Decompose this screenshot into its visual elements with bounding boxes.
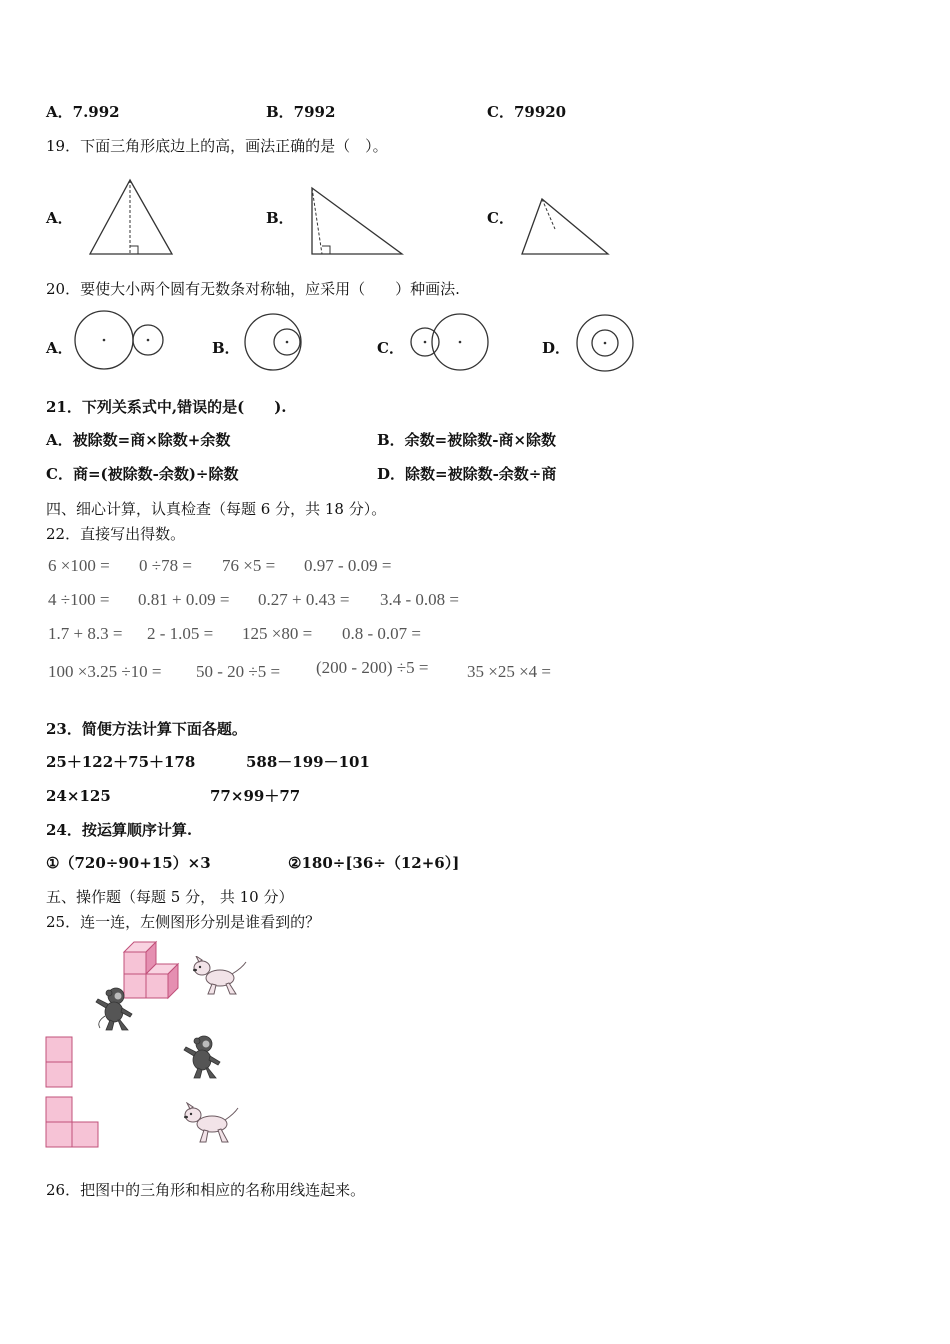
circles-figure-d bbox=[574, 312, 636, 374]
q22-expr: 0.81 + 0.09 = bbox=[138, 590, 230, 609]
q18-option-c: C．79920 bbox=[487, 103, 567, 121]
circles-figure-b bbox=[242, 312, 306, 374]
q25-stem: 25．连一连，左侧图形分别是谁看到的？ bbox=[46, 913, 321, 931]
circles-figure-c bbox=[408, 312, 492, 374]
q22-expr: 35 ×25 ×4 = bbox=[467, 662, 552, 681]
q19-label-c: C． bbox=[487, 209, 514, 227]
monkey-figure bbox=[92, 986, 138, 1032]
q23-item: 25＋122＋75＋178 bbox=[46, 753, 196, 771]
view-shape-1 bbox=[44, 1036, 74, 1088]
q23-item: 588－199－101 bbox=[246, 753, 370, 771]
triangle-figure-a bbox=[88, 178, 174, 258]
q21-option-a: A．被除数=商×除数+余数 bbox=[46, 431, 231, 449]
q18-option-b: B．7992 bbox=[266, 103, 336, 121]
q19-stem: 19．下面三角形底边上的高，画法正确的是（ ）。 bbox=[46, 137, 388, 155]
q24-item: ①（720÷90+15）×3 bbox=[46, 854, 211, 872]
q20-label-a: A． bbox=[46, 339, 73, 357]
q22-expr: 2 - 1.05 = bbox=[147, 624, 214, 643]
q20-label-b: B． bbox=[212, 339, 240, 357]
monkey-figure bbox=[180, 1034, 226, 1080]
section-4-heading: 四、细心计算，认真检查（每题 6 分，共 18 分）。 bbox=[46, 500, 387, 518]
q18-option-a: A．7.992 bbox=[46, 103, 120, 121]
q22-expr: 6 ×100 = bbox=[48, 556, 110, 575]
section-5-heading: 五、操作题（每题 5 分， 共 10 分） bbox=[46, 888, 294, 906]
triangle-figure-b bbox=[308, 186, 406, 258]
q22-expr: 125 ×80 = bbox=[242, 624, 313, 643]
q26-stem: 26．把图中的三角形和相应的名称用线连起来。 bbox=[46, 1181, 366, 1199]
q22-expr: 1.7 + 8.3 = bbox=[48, 624, 123, 643]
q22-expr: 0 ÷78 = bbox=[139, 556, 192, 575]
q19-label-a: A． bbox=[46, 209, 73, 227]
dog-figure bbox=[190, 956, 248, 998]
q24-item: ②180÷[36÷（12+6）] bbox=[288, 854, 460, 872]
dog-figure bbox=[180, 1102, 240, 1146]
q21-option-b: B．余数=被除数-商×除数 bbox=[377, 431, 557, 449]
q22-expr: 0.8 - 0.07 = bbox=[342, 624, 421, 643]
q22-expr: 0.27 + 0.43 = bbox=[258, 590, 350, 609]
view-shape-2 bbox=[44, 1096, 100, 1148]
q22-expr: 0.97 - 0.09 = bbox=[304, 556, 392, 575]
q22-expr: 4 ÷100 = bbox=[48, 590, 110, 609]
circles-figure-a bbox=[72, 308, 168, 374]
q20-stem: 20．要使大小两个圆有无数条对称轴，应采用（ ）种画法. bbox=[46, 280, 460, 298]
q23-stem: 23．简便方法计算下面各题。 bbox=[46, 720, 247, 738]
q21-option-d: D．除数=被除数-余数÷商 bbox=[377, 465, 557, 483]
q23-item: 24×125 bbox=[46, 787, 111, 805]
q23-item: 77×99＋77 bbox=[210, 787, 301, 805]
triangle-figure-c bbox=[520, 197, 612, 258]
q20-label-c: C． bbox=[377, 339, 404, 357]
q24-stem: 24．按运算顺序计算. bbox=[46, 821, 193, 839]
q22-expr: 76 ×5 = bbox=[222, 556, 276, 575]
q22-expr: 100 ×3.25 ÷10 = bbox=[48, 662, 162, 681]
q19-label-b: B． bbox=[266, 209, 294, 227]
q22-expr: 50 - 20 ÷5 = bbox=[196, 662, 281, 681]
q22-expr: (200 - 200) ÷5 = bbox=[316, 658, 429, 677]
q21-option-c: C．商=(被除数-余数)÷除数 bbox=[46, 465, 239, 483]
q22-expr: 3.4 - 0.08 = bbox=[380, 590, 459, 609]
q22-stem: 22．直接写出得数。 bbox=[46, 525, 186, 543]
q21-stem: 21．下列关系式中,错误的是( ). bbox=[46, 398, 287, 416]
q20-label-d: D． bbox=[542, 339, 571, 357]
